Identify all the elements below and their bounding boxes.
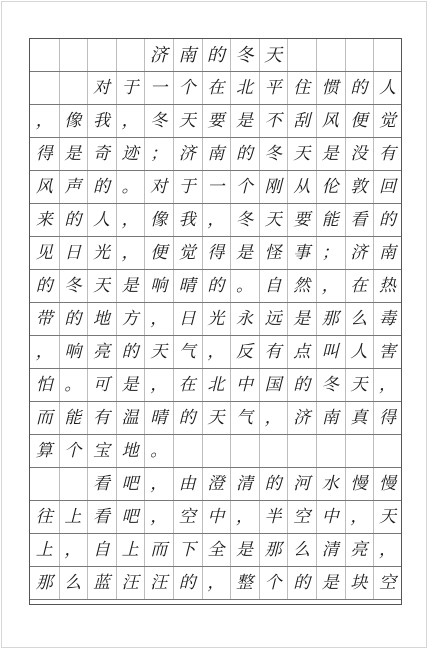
- paragraph-2-char: 澄: [207, 474, 225, 494]
- paragraph-1-char: 像: [64, 111, 82, 131]
- paragraph-2-char: 河: [293, 474, 311, 494]
- paragraph-1-char: 奇: [92, 144, 110, 164]
- paragraph-2-char: 么: [64, 573, 82, 593]
- paragraph-1-char: 而: [35, 408, 53, 428]
- paragraph-2-char: 亮: [350, 540, 368, 560]
- paragraph-1-char: 是: [64, 144, 82, 164]
- paragraph-1-char: 冬: [264, 144, 282, 164]
- paragraph-1-char: 光: [92, 243, 110, 263]
- title-char: 冬: [235, 44, 254, 66]
- paragraph-1-char: 济: [350, 243, 368, 263]
- paragraph-1-char: 气: [235, 408, 253, 428]
- paragraph-1-char: 北: [207, 375, 225, 395]
- paragraph-1-char: ，: [121, 243, 139, 263]
- grid-row: [30, 171, 401, 204]
- paragraph-1-char: 。: [150, 441, 168, 461]
- title-char: 的: [206, 44, 225, 66]
- paragraph-1-char: 的: [121, 342, 139, 362]
- paragraph-1-char: 点: [293, 342, 311, 362]
- paragraph-1-char: 的: [92, 177, 110, 197]
- paragraph-1-char: 天: [293, 144, 311, 164]
- paragraph-1-char: 声: [64, 177, 82, 197]
- paragraph-1-char: 刚: [264, 177, 282, 197]
- paragraph-1-char: 人: [350, 342, 368, 362]
- paragraph-1-char: 气: [178, 342, 196, 362]
- paragraph-1-char: 便: [150, 243, 168, 263]
- paragraph-2-char: 自: [92, 540, 110, 560]
- paragraph-1-char: 我: [92, 111, 110, 131]
- paragraph-2-char: 的: [178, 573, 196, 593]
- grid-divider: [373, 435, 374, 467]
- paragraph-1-char: 晴: [150, 408, 168, 428]
- grid-row: [30, 204, 401, 237]
- paragraph-1-char: 天: [264, 210, 282, 230]
- paragraph-1-char: 要: [207, 111, 225, 131]
- paragraph-2-char: ，: [235, 507, 253, 527]
- grid-divider: [59, 72, 60, 104]
- paragraph-1-char: 方: [121, 309, 139, 329]
- paragraph-2-char: 慢: [350, 474, 368, 494]
- paragraph-1-char: 热: [378, 276, 396, 296]
- paragraph-1-char: ，: [264, 408, 282, 428]
- paragraph-1-char: 的: [378, 210, 396, 230]
- grid-row: [30, 567, 401, 600]
- paragraph-1-char: 得: [207, 243, 225, 263]
- paragraph-2-char: 半: [264, 507, 282, 527]
- paragraph-1-char: 得: [35, 144, 53, 164]
- paragraph-1-char: ，: [121, 111, 139, 131]
- title-char: 南: [178, 44, 197, 66]
- paragraph-2-char: 空: [293, 507, 311, 527]
- paragraph-2-char: 整: [235, 573, 253, 593]
- paragraph-1-char: 远: [264, 309, 282, 329]
- paragraph-1-char: 么: [350, 309, 368, 329]
- paragraph-1-char: 一: [207, 177, 225, 197]
- paragraph-2-char: 空: [178, 507, 196, 527]
- paragraph-1-char: 亮: [92, 342, 110, 362]
- paragraph-2-char: 清: [321, 540, 339, 560]
- paragraph-1-char: 叫: [321, 342, 339, 362]
- paragraph-2-char: 吧: [121, 507, 139, 527]
- paragraph-2-char: 汪: [150, 573, 168, 593]
- paragraph-1-char: 在: [207, 78, 225, 98]
- paragraph-1-char: 是: [321, 144, 339, 164]
- paragraph-2-char: 那: [264, 540, 282, 560]
- paragraph-1-char: 的: [293, 375, 311, 395]
- grid-row: [30, 468, 401, 501]
- paragraph-2-char: ，: [378, 540, 396, 560]
- paragraph-1-char: 的: [178, 408, 196, 428]
- paragraph-1-char: 晴: [178, 276, 196, 296]
- paragraph-1-char: 个: [178, 78, 196, 98]
- paragraph-1-char: 没: [350, 144, 368, 164]
- grid-row: [30, 105, 401, 138]
- title-char: 天: [264, 44, 283, 66]
- paragraph-1-char: 像: [150, 210, 168, 230]
- paragraph-1-char: 怪: [264, 243, 282, 263]
- paragraph-1-char: 天: [207, 408, 225, 428]
- paragraph-1-char: 觉: [178, 243, 196, 263]
- paragraph-1-char: 永: [235, 309, 253, 329]
- paragraph-1-char: 是: [235, 111, 253, 131]
- paragraph-1-char: 天: [178, 111, 196, 131]
- paragraph-1-char: 见: [35, 243, 53, 263]
- paragraph-1-char: 敦: [350, 177, 368, 197]
- grid-divider: [230, 435, 231, 467]
- paragraph-2-char: 的: [293, 573, 311, 593]
- grid-divider: [59, 468, 60, 500]
- paragraph-2-char: ，: [350, 507, 368, 527]
- paragraph-1-char: 于: [178, 177, 196, 197]
- grid-divider: [316, 435, 317, 467]
- paragraph-1-char: 天: [150, 342, 168, 362]
- grid-row: [30, 534, 401, 567]
- paragraph-1-char: 惯: [321, 78, 339, 98]
- grid-row: [30, 39, 401, 72]
- paragraph-1-char: 日: [178, 309, 196, 329]
- paragraph-2-char: 全: [207, 540, 225, 560]
- paragraph-1-char: 刮: [293, 111, 311, 131]
- paragraph-2-char: 空: [378, 573, 396, 593]
- paragraph-2-char: ，: [207, 573, 225, 593]
- paragraph-1-char: 反: [235, 342, 253, 362]
- grid-divider: [59, 39, 60, 71]
- paragraph-1-char: 响: [150, 276, 168, 296]
- paragraph-1-char: 对: [150, 177, 168, 197]
- paragraph-1-char: 一: [150, 78, 168, 98]
- paragraph-1-char: 地: [121, 441, 139, 461]
- paragraph-2-char: 个: [264, 573, 282, 593]
- paragraph-2-char: 么: [293, 540, 311, 560]
- paragraph-1-char: 对: [92, 78, 110, 98]
- grid-row: [30, 435, 401, 468]
- paragraph-1-char: ，: [35, 342, 53, 362]
- paragraph-2-char: 块: [350, 573, 368, 593]
- paragraph-1-char: 是: [121, 375, 139, 395]
- paragraph-1-char: 个: [64, 441, 82, 461]
- paragraph-1-char: 的: [64, 210, 82, 230]
- grid-divider: [173, 435, 174, 467]
- paragraph-1-char: ，: [35, 111, 53, 131]
- paragraph-1-char: 回: [378, 177, 396, 197]
- paragraph-2-char: 上: [35, 540, 53, 560]
- paragraph-1-char: 的: [350, 78, 368, 98]
- paragraph-1-char: ，: [207, 210, 225, 230]
- grid-row: [30, 402, 401, 435]
- paragraph-2-char: 的: [264, 474, 282, 494]
- paragraph-1-char: 温: [121, 408, 139, 428]
- paragraph-1-char: 有: [378, 144, 396, 164]
- paragraph-1-char: 于: [121, 78, 139, 98]
- paragraph-1-char: ，: [121, 210, 139, 230]
- paragraph-2-char: 中: [321, 507, 339, 527]
- paragraph-1-char: 在: [178, 375, 196, 395]
- paragraph-1-char: 地: [92, 309, 110, 329]
- grid-row: [30, 336, 401, 369]
- paragraph-2-char: 是: [321, 573, 339, 593]
- paragraph-1-char: 。: [64, 375, 82, 395]
- paragraph-1-char: 个: [235, 177, 253, 197]
- paragraph-2-char: 中: [207, 507, 225, 527]
- paragraph-1-char: 自: [264, 276, 282, 296]
- paragraph-1-char: ，: [321, 276, 339, 296]
- paragraph-1-char: 得: [378, 408, 396, 428]
- paragraph-1-char: 要: [293, 210, 311, 230]
- paragraph-2-char: 慢: [378, 474, 396, 494]
- paragraph-1-char: ；: [150, 144, 168, 164]
- grid-divider: [202, 435, 203, 467]
- paragraph-1-char: 风: [35, 177, 53, 197]
- paragraph-1-char: 从: [293, 177, 311, 197]
- grid-row: [30, 369, 401, 402]
- paragraph-2-char: ，: [150, 507, 168, 527]
- paragraph-1-char: 事: [293, 243, 311, 263]
- paragraph-2-char: 下: [178, 540, 196, 560]
- paragraph-1-char: 北: [235, 78, 253, 98]
- paragraph-1-char: ，: [150, 309, 168, 329]
- paragraph-1-char: 害: [378, 342, 396, 362]
- paragraph-1-char: 天: [350, 375, 368, 395]
- grid-divider: [259, 435, 260, 467]
- paragraph-2-char: 清: [235, 474, 253, 494]
- paragraph-1-char: 光: [207, 309, 225, 329]
- paragraph-1-char: 人: [378, 78, 396, 98]
- paragraph-1-char: 冬: [321, 375, 339, 395]
- grid-row: [30, 303, 401, 336]
- paragraph-1-char: 可: [92, 375, 110, 395]
- paragraph-2-char: 天: [378, 507, 396, 527]
- grid-divider: [287, 435, 288, 467]
- grid-divider: [87, 39, 88, 71]
- grid-divider: [345, 435, 346, 467]
- paragraph-2-char: 那: [35, 573, 53, 593]
- paragraph-1-char: 响: [64, 342, 82, 362]
- paragraph-2-char: 是: [235, 540, 253, 560]
- paragraph-1-char: 风: [321, 111, 339, 131]
- paragraph-1-char: 的: [235, 144, 253, 164]
- paragraph-1-char: 人: [92, 210, 110, 230]
- paragraph-1-char: 不: [264, 111, 282, 131]
- paragraph-1-char: 便: [350, 111, 368, 131]
- paragraph-1-char: ；: [321, 243, 339, 263]
- paragraph-1-char: 。: [121, 177, 139, 197]
- paragraph-1-char: 南: [321, 408, 339, 428]
- title-char: 济: [149, 44, 168, 66]
- paragraph-1-char: 我: [178, 210, 196, 230]
- paragraph-1-char: 伦: [321, 177, 339, 197]
- paragraph-1-char: 带: [35, 309, 53, 329]
- paragraph-1-char: 国: [264, 375, 282, 395]
- paragraph-1-char: ，: [150, 375, 168, 395]
- paragraph-1-char: 的: [35, 276, 53, 296]
- paragraph-1-char: 天: [92, 276, 110, 296]
- paragraph-1-char: 济: [293, 408, 311, 428]
- grid-row: [30, 237, 401, 270]
- grid-divider: [287, 39, 288, 71]
- grid-divider: [116, 39, 117, 71]
- paragraph-1-char: 。: [235, 276, 253, 296]
- paragraph-2-char: 水: [321, 474, 339, 494]
- paragraph-2-char: 上: [121, 540, 139, 560]
- paragraph-1-char: 日: [64, 243, 82, 263]
- paragraph-1-char: 看: [350, 210, 368, 230]
- paragraph-1-char: 济: [178, 144, 196, 164]
- paragraph-1-char: 南: [378, 243, 396, 263]
- paragraph-1-char: 有: [92, 408, 110, 428]
- paragraph-1-char: 能: [321, 210, 339, 230]
- paragraph-1-char: 迹: [121, 144, 139, 164]
- paragraph-1-char: 觉: [378, 111, 396, 131]
- paragraph-2-char: 而: [150, 540, 168, 560]
- paragraph-2-char: 上: [64, 507, 82, 527]
- paragraph-1-char: 南: [207, 144, 225, 164]
- grid-row: [30, 138, 401, 171]
- grid-divider: [345, 39, 346, 71]
- paragraph-2-char: 看: [92, 474, 110, 494]
- grid-row: [30, 501, 401, 534]
- paragraph-2-char: ，: [150, 474, 168, 494]
- paragraph-1-char: ，: [207, 342, 225, 362]
- paragraph-1-char: 是: [121, 276, 139, 296]
- paragraph-1-char: 来: [35, 210, 53, 230]
- paragraph-1-char: ，: [378, 375, 396, 395]
- paragraph-1-char: 然: [293, 276, 311, 296]
- paragraph-1-char: 是: [235, 243, 253, 263]
- paragraph-1-char: 冬: [235, 210, 253, 230]
- manuscript-grid: [29, 38, 402, 605]
- paragraph-1-char: 平: [264, 78, 282, 98]
- paragraph-1-char: 那: [321, 309, 339, 329]
- paragraph-1-char: 的: [207, 276, 225, 296]
- paragraph-2-char: ，: [64, 540, 82, 560]
- paragraph-1-char: 有: [264, 342, 282, 362]
- paragraph-1-char: 能: [64, 408, 82, 428]
- paragraph-2-char: 由: [178, 474, 196, 494]
- paragraph-1-char: 毒: [378, 309, 396, 329]
- paragraph-1-char: 的: [64, 309, 82, 329]
- grid-divider: [373, 39, 374, 71]
- grid-row: [30, 72, 401, 105]
- paragraph-1-char: 冬: [64, 276, 82, 296]
- paragraph-1-char: 住: [293, 78, 311, 98]
- paragraph-2-char: 往: [35, 507, 53, 527]
- paragraph-2-char: 汪: [121, 573, 139, 593]
- paragraph-2-char: 吧: [121, 474, 139, 494]
- paragraph-1-char: 宝: [92, 441, 110, 461]
- paragraph-1-char: 真: [350, 408, 368, 428]
- paragraph-2-char: 蓝: [92, 573, 110, 593]
- paragraph-1-char: 算: [35, 441, 53, 461]
- paragraph-1-char: 怕: [35, 375, 53, 395]
- paragraph-1-char: 冬: [150, 111, 168, 131]
- grid-divider: [316, 39, 317, 71]
- paragraph-2-char: 看: [92, 507, 110, 527]
- grid-row: [30, 270, 401, 303]
- paragraph-1-char: 是: [293, 309, 311, 329]
- paragraph-1-char: 在: [350, 276, 368, 296]
- paragraph-1-char: 中: [235, 375, 253, 395]
